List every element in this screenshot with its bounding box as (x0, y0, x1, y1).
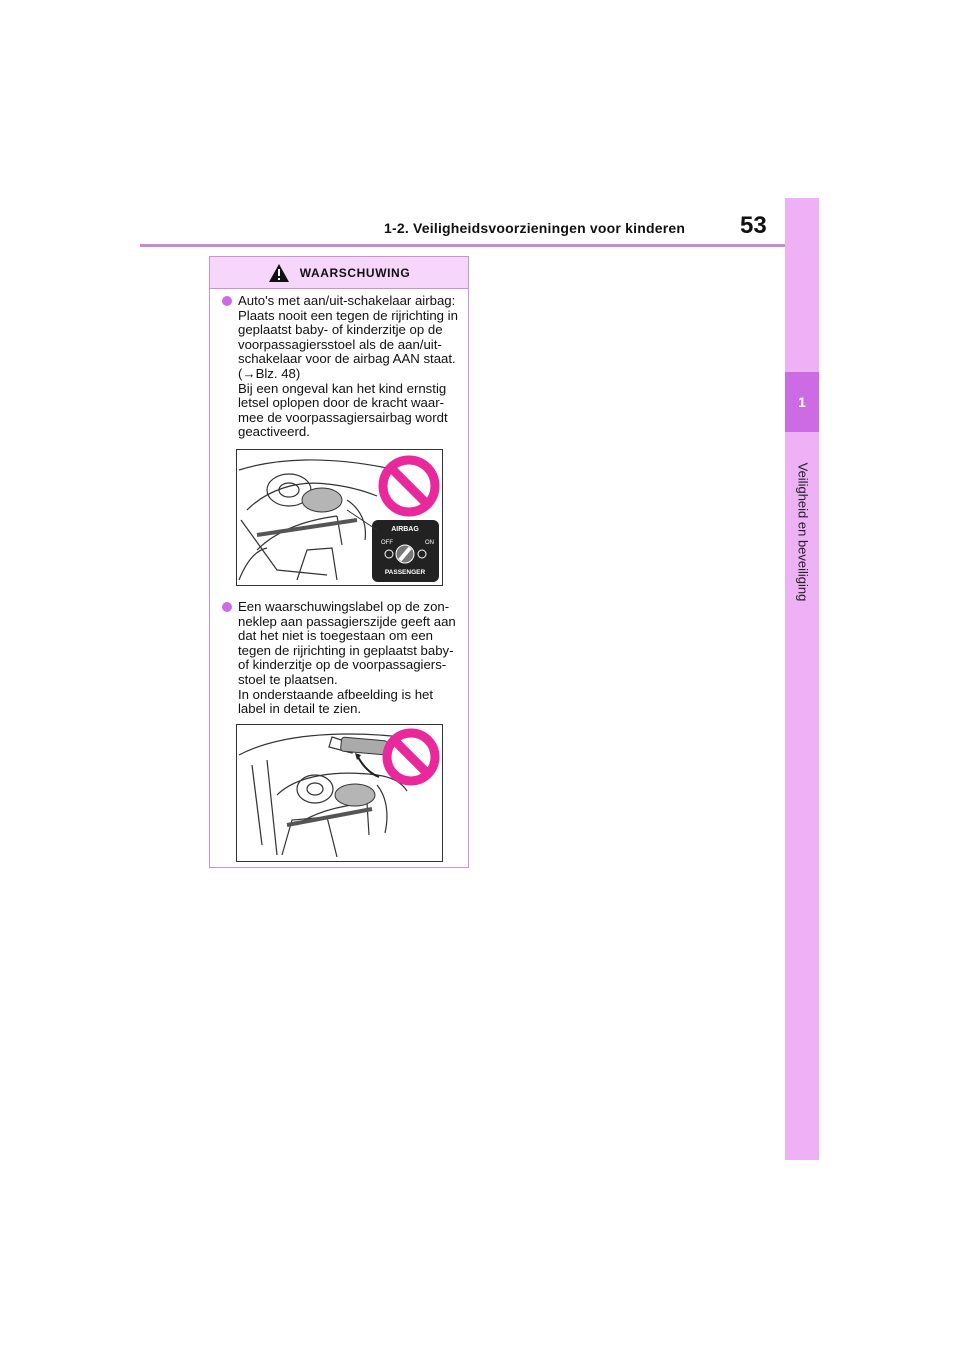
text-line: Plaats nooit een tegen de rijrichting in (238, 307, 458, 323)
text-line: of kinderzitje op de voorpassagiers- (238, 657, 447, 673)
text-line: geplaatst baby- of kinderzitje op de (238, 322, 443, 338)
text-line: In onderstaande afbeelding is het (238, 686, 434, 702)
airbag-switch-panel (372, 520, 439, 582)
switch-label-top: AIRBAG (391, 526, 419, 533)
text-line: mee de voorpassagiersairbag wordt (238, 409, 448, 425)
warning-box (209, 256, 469, 868)
text-line: geactiveerd. (238, 424, 310, 440)
switch-label-on: ON (425, 540, 434, 546)
car-interior-drawing (237, 725, 442, 861)
text-line: letsel oplopen door de kracht waar- (238, 395, 444, 411)
chapter-title: Veiligheid en beveiliging (795, 462, 811, 602)
text-line: schakelaar voor de airbag AAN staat. (238, 351, 456, 367)
car-interior-drawing (237, 450, 442, 585)
page-reference: (→Blz. 48) (238, 365, 301, 381)
warning-item-sun-visor-label (222, 600, 468, 717)
bullet-icon (222, 602, 232, 612)
sun-visor-label-illustration (236, 724, 443, 862)
chapter-side-tab (785, 198, 819, 1160)
section-title: 1-2. Veiligheidsvoorzieningen voor kinderen (384, 220, 686, 236)
switch-label-bottom: PASSENGER (384, 569, 426, 576)
text-line: Een waarschuwingslabel op de zon- (238, 599, 450, 614)
prohibition-icon (387, 733, 435, 781)
warning-header (210, 257, 468, 289)
warning-triangle-icon (268, 263, 290, 283)
text-line: Auto's met aan/uit-schakelaar airbag: (238, 293, 456, 308)
text-line: tegen de rijrichting in geplaatst baby- (238, 642, 454, 658)
chapter-number: 1 (785, 372, 819, 432)
warning-item-airbag-switch (222, 294, 468, 440)
prohibition-icon (383, 460, 435, 512)
bullet-icon (222, 296, 232, 306)
text-line: stoel te plaatsen. (238, 671, 338, 687)
page-number: 53 (740, 212, 767, 239)
text-line: Bij een ongeval kan het kind ernstig (238, 380, 447, 396)
airbag-switch-illustration (236, 449, 443, 586)
warning-title: WAARSCHUWING (299, 265, 411, 280)
text-line: dat het niet is toegestaan om een (238, 628, 434, 644)
text-line: label in detail te zien. (238, 701, 362, 717)
text-line: voorpassagiersstoel als de aan/uit- (238, 336, 442, 352)
switch-label-off: OFF (381, 540, 393, 546)
text-line: neklep aan passagierszijde geeft aan (238, 613, 456, 629)
header-rule (140, 244, 785, 247)
